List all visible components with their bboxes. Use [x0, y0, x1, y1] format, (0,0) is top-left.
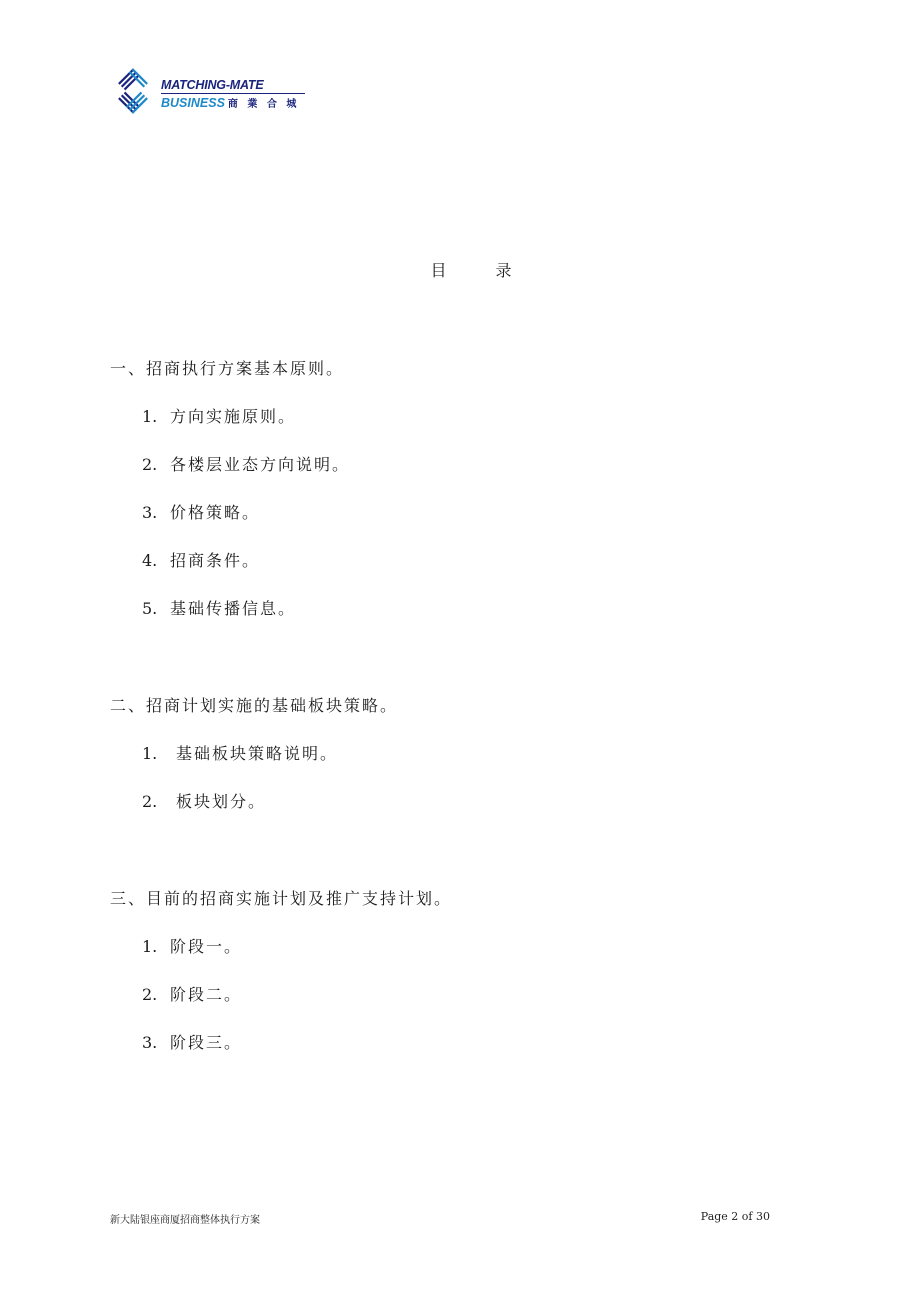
toc-item-text: 板块划分。 — [176, 792, 267, 811]
toc-section-heading: 二、招商计划实施的基础板块策略。 — [110, 696, 399, 715]
toc-item — [142, 548, 260, 571]
toc-item — [142, 1030, 242, 1053]
toc-item-text: 阶段二。 — [170, 985, 243, 1004]
toc-item-text: 方向实施原则。 — [170, 407, 297, 426]
toc-item-text: 价格策略。 — [170, 503, 261, 522]
toc-item-number: 1. — [142, 937, 158, 956]
toc-item — [142, 500, 260, 523]
toc-item-number: 2. — [142, 985, 158, 1004]
toc-item-number: 4. — [142, 551, 158, 570]
toc-item-number: 3. — [142, 1033, 158, 1052]
toc-item — [142, 596, 296, 619]
toc-item — [142, 982, 242, 1005]
toc-item-number: 2. — [142, 455, 158, 474]
footer-document-title: 新大陆银座商厦招商整体执行方案 — [110, 1215, 260, 1226]
toc-item — [142, 741, 338, 764]
toc-item-text: 招商条件。 — [170, 551, 261, 570]
toc-item — [142, 934, 242, 957]
toc-section-heading: 一、招商执行方案基本原则。 — [110, 359, 345, 378]
toc-section-heading: 三、目前的招商实施计划及推广支持计划。 — [110, 889, 453, 908]
toc-title: 目 录 — [430, 261, 534, 280]
toc-item-text: 各楼层业态方向说明。 — [170, 455, 351, 474]
toc-item-number: 5. — [142, 599, 158, 618]
toc-item-text: 基础板块策略说明。 — [176, 744, 339, 763]
toc-item-text: 基础传播信息。 — [170, 599, 297, 618]
toc-item-number: 1. — [142, 744, 158, 763]
logo-chinese-text: 商 業 合 城 — [227, 99, 300, 110]
footer-page-number: Page 2 of 30 — [700, 1210, 770, 1223]
toc-item-text: 阶段三。 — [170, 1033, 243, 1052]
logo-divider — [161, 93, 305, 94]
toc-item — [142, 404, 296, 427]
logo-business-text: BUSINESS — [161, 96, 225, 110]
toc-item-text: 阶段一。 — [170, 937, 243, 956]
logo-wordmark-bottom — [161, 95, 299, 110]
toc-item-number: 1. — [142, 407, 158, 426]
interlocking-lines-logo-icon — [108, 66, 158, 116]
logo-wordmark-top: MATCHING-MATE — [161, 78, 264, 92]
toc-item-number: 3. — [142, 503, 158, 522]
toc-item — [142, 452, 350, 475]
toc-item — [142, 789, 266, 812]
company-logo — [108, 66, 308, 116]
toc-item-number: 2. — [142, 792, 158, 811]
